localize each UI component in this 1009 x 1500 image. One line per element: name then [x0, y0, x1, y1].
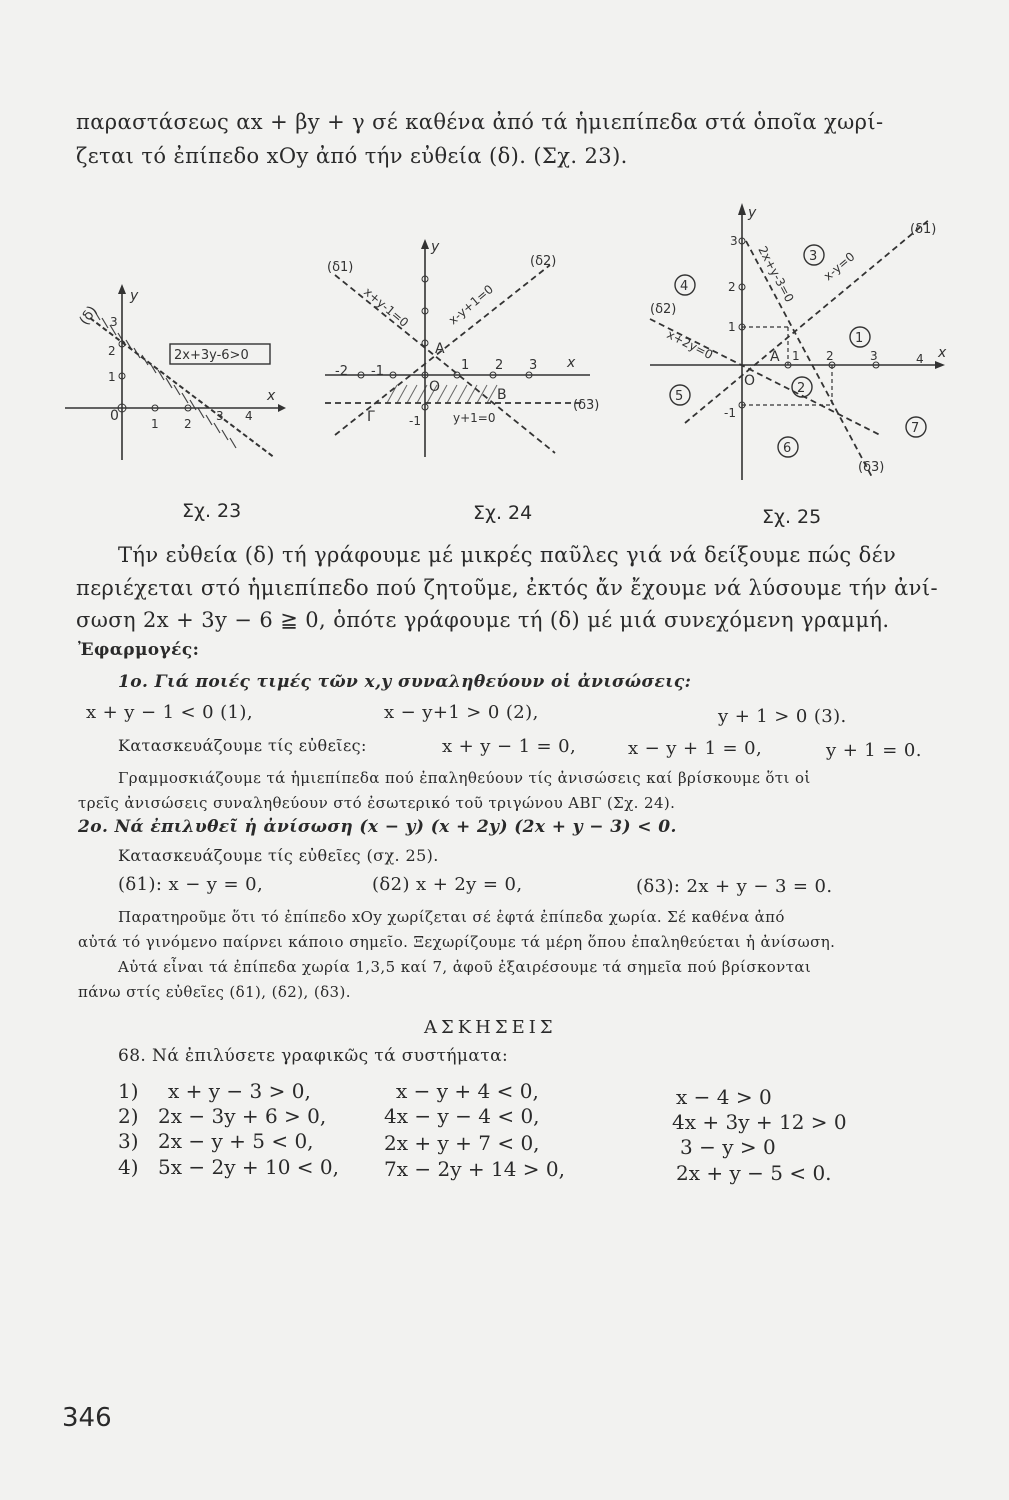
fig25-eq1: x-y=0 — [820, 249, 858, 284]
applications-heading: Ἐφαρμογές: — [78, 640, 200, 660]
para1-line-1: Τήν εὐθεία (δ) τή γράφουμε μέ μικρές παῦλες γιά νά δείξουμε πώς δέν — [118, 543, 897, 567]
exercise-row-3-c: 3 − y > 0 — [680, 1135, 776, 1159]
figure-24 — [315, 235, 625, 465]
line-delta — [90, 318, 275, 458]
exercise-row-4-c: 2x + y − 5 < 0. — [676, 1161, 832, 1185]
fig24-tick-x-2: 2 — [495, 358, 504, 373]
fig25-tick-y-1: 1 — [728, 320, 736, 334]
line-eq-2: x − y + 1 = 0, — [628, 738, 763, 759]
line-d3 — [746, 241, 872, 477]
d3-eq: (δ3): 2x + y − 3 = 0. — [636, 876, 833, 897]
app2-title: 2ο. Νά ἐπιλυθεῖ ἡ ἀνίσωση (x − y) (x + 2y) (2x + y − 3) < 0. — [78, 817, 677, 837]
exercise-68-title: 68. Νά ἐπιλύσετε γραφικῶς τά συστήματα: — [118, 1046, 509, 1066]
fig24-caption: Σχ. 24 — [473, 502, 533, 524]
fig23-caption: Σχ. 23 — [182, 500, 242, 522]
exercise-row-4-a: 5x − 2y + 10 < 0, — [158, 1155, 339, 1179]
fig24-eq3: y+1=0 — [453, 411, 496, 425]
fig24-eq1: x+y-1=0 — [361, 284, 412, 330]
exercise-row-3-b: 2x + y + 7 < 0, — [384, 1131, 540, 1155]
fig25-region-2: 2 — [797, 381, 806, 396]
fig24-label-d1: (δ1) — [327, 260, 354, 275]
exercise-row-4-num: 4) — [118, 1155, 139, 1179]
shade-text-1: Γραμμοσκιάζουμε τά ἡμιεπίπεδα πού ἐπαληθεύουν τίς ἀνισώσεις καί βρίσκουμε ὅτι οἱ — [118, 769, 811, 787]
fig25-axis-x: x — [938, 345, 947, 361]
fig25-region-4: 4 — [680, 279, 689, 294]
fig25-label-d3: (δ3) — [858, 460, 885, 475]
exercise-row-1-num: 1) — [118, 1079, 139, 1103]
exercise-row-1-a: x + y − 3 > 0, — [168, 1079, 311, 1103]
d1-eq: (δ1): x − y = 0, — [118, 874, 264, 895]
exercise-row-3-num: 3) — [118, 1129, 139, 1153]
exercise-row-2-num: 2) — [118, 1104, 139, 1128]
fig25-region-5: 5 — [675, 389, 684, 404]
fig24-point-B: B — [497, 387, 507, 403]
exercise-row-1-c: x − 4 > 0 — [676, 1085, 772, 1109]
fig25-tick-x-1: 1 — [792, 349, 800, 363]
fig25-region-1: 1 — [855, 331, 864, 346]
exercise-row-2-a: 2x − 3y + 6 > 0, — [158, 1104, 327, 1128]
fig24-axis-y: y — [431, 239, 440, 255]
fig25-eq2: x+2y=0 — [664, 327, 716, 363]
fig25-region-6: 6 — [783, 441, 792, 456]
construct-label: Κατασκευάζουμε τίς εὐθεῖες: — [118, 736, 367, 755]
exercise-row-2-c: 4x + 3y + 12 > 0 — [672, 1110, 847, 1134]
fig24-point-G: Γ — [367, 409, 375, 425]
fig24-axis-x: x — [567, 355, 576, 371]
fig23-tick-y-3: 3 — [110, 315, 118, 329]
fig25-origin: O — [744, 373, 756, 389]
line-d1 — [685, 219, 930, 423]
line-eq-1: x + y − 1 = 0, — [442, 736, 577, 757]
fig25-tick-x-4: 4 — [916, 352, 924, 366]
fig25-tick-y-neg1: -1 — [724, 406, 736, 420]
fig25-tick-y-3: 3 — [730, 234, 738, 248]
fig23-tick-x-4: 4 — [245, 409, 253, 423]
fig25-eq3: 2x+y-3=0 — [755, 243, 797, 305]
fig23-tick-y-1: 1 — [108, 370, 116, 384]
fig24-point-A: A — [435, 341, 445, 357]
fig25-tick-x-3: 3 — [870, 349, 878, 363]
fig25-region-3: 3 — [809, 249, 818, 264]
line-eq-3: y + 1 = 0. — [826, 740, 922, 761]
fig25-tick-y-2: 2 — [728, 280, 736, 294]
fig25-axis-y: y — [748, 205, 757, 221]
fig23-tick-y-2: 2 — [108, 344, 116, 358]
fig25-label-d1: (δ1) — [910, 222, 937, 237]
obs-1: Παρατηροῦμε ὅτι τό ἐπίπεδο xOy χωρίζεται σέ ἑφτά ἐπίπεδα χωρία. Σέ καθένα ἀπό — [118, 908, 785, 926]
ineq-3: y + 1 > 0 (3). — [718, 706, 847, 727]
fig24-tick-x-1: 1 — [461, 358, 470, 373]
exercise-row-1-b: x − y + 4 < 0, — [396, 1079, 539, 1103]
fig24-label-d2: (δ2) — [530, 254, 557, 269]
fig23-tick-x-2: 2 — [184, 417, 192, 431]
fig24-origin: O — [429, 379, 441, 395]
page-number: 346 — [62, 1403, 112, 1433]
fig24-tick-x-neg1: -1 — [371, 364, 384, 379]
shade-text-2: τρεῖς ἀνισώσεις συναληθεύουν στό ἐσωτερικό τοῦ τριγώνου ΑΒΓ (Σχ. 24). — [78, 794, 676, 812]
fig24-tick-x-neg2: -2 — [335, 364, 348, 379]
fig25-caption: Σχ. 25 — [762, 506, 822, 528]
exercise-row-2-b: 4x − y − 4 < 0, — [384, 1104, 540, 1128]
ineq-2: x − y+1 > 0 (2), — [384, 702, 539, 723]
exercise-row-4-b: 7x − 2y + 14 > 0, — [384, 1157, 565, 1181]
d2-eq: (δ2) x + 2y = 0, — [372, 874, 523, 895]
exercise-row-3-a: 2x − y + 5 < 0, — [158, 1129, 314, 1153]
fig23-box-label: 2x+3y-6>0 — [174, 348, 249, 363]
fig25-region-7: 7 — [911, 421, 920, 436]
fig24-tick-x-3: 3 — [529, 358, 538, 373]
fig23-tick-x-3: 3 — [216, 409, 224, 423]
figure-23 — [60, 280, 290, 470]
fig25-point-A: A — [770, 349, 780, 365]
fig24-eq2: x-y+1=0 — [445, 282, 497, 328]
fig25-label-d2: (δ2) — [650, 302, 677, 317]
obs-4: πάνω στίς εὐθεῖες (δ1), (δ2), (δ3). — [78, 983, 351, 1001]
fig25-tick-x-2: 2 — [826, 349, 834, 363]
para1-line-2: περιέχεται στό ἡμιεπίπεδο πού ζητοῦμε, ἐκτός ἄν ἔχουμε νά λύσουμε τήν ἀνί- — [76, 576, 938, 600]
para1-line-3: σωση 2x + 3y − 6 ≧ 0, ὁπότε γράφουμε τή (δ) μέ μιά συνεχόμενη γραμμή. — [76, 608, 890, 632]
fig23-line-label: (δ) — [76, 303, 101, 329]
fig24-label-d3: (δ3) — [573, 398, 600, 413]
exercises-heading: ΑΣΚΗΣΕΙΣ — [424, 1017, 557, 1038]
obs-3: Αὐτά εἶναι τά ἐπίπεδα χωρία 1,3,5 καί 7, ἀφοῦ ἐξαιρέσουμε τά σημεῖα πού βρίσκονται — [118, 958, 812, 976]
intro-line-2: ζεται τό ἐπίπεδο xOy ἀπό τήν εὐθεία (δ). (Σχ. 23). — [76, 144, 628, 168]
fig23-origin: 0 — [110, 408, 119, 424]
figure-25 — [640, 195, 960, 485]
intro-line-1: παραστάσεως αx + βy + γ σέ καθένα ἀπό τά ἡμιεπίπεδα στά ὁποῖα χωρί- — [76, 110, 884, 134]
fig23-axis-y: y — [130, 288, 139, 304]
fig24-tick-y-neg1: -1 — [409, 414, 421, 428]
obs-2: αὐτά τό γινόμενο παίρνει κάποιο σημεῖο. Ξεχωρίζουμε τά μέρη ὅπου ἐπαληθεύεται ἡ ἀνίσωση. — [78, 933, 836, 951]
construct-2: Κατασκευάζουμε τίς εὐθεῖες (σχ. 25). — [118, 846, 439, 865]
app1-title: 1ο. Γιά ποιές τιμές τῶν x,y συναληθεύουν οἱ ἀνισώσεις: — [118, 672, 692, 692]
fig23-tick-x-1: 1 — [151, 417, 159, 431]
ineq-1: x + y − 1 < 0 (1), — [86, 702, 253, 723]
line-d1 — [335, 275, 555, 453]
fig23-axis-x: x — [267, 388, 276, 404]
